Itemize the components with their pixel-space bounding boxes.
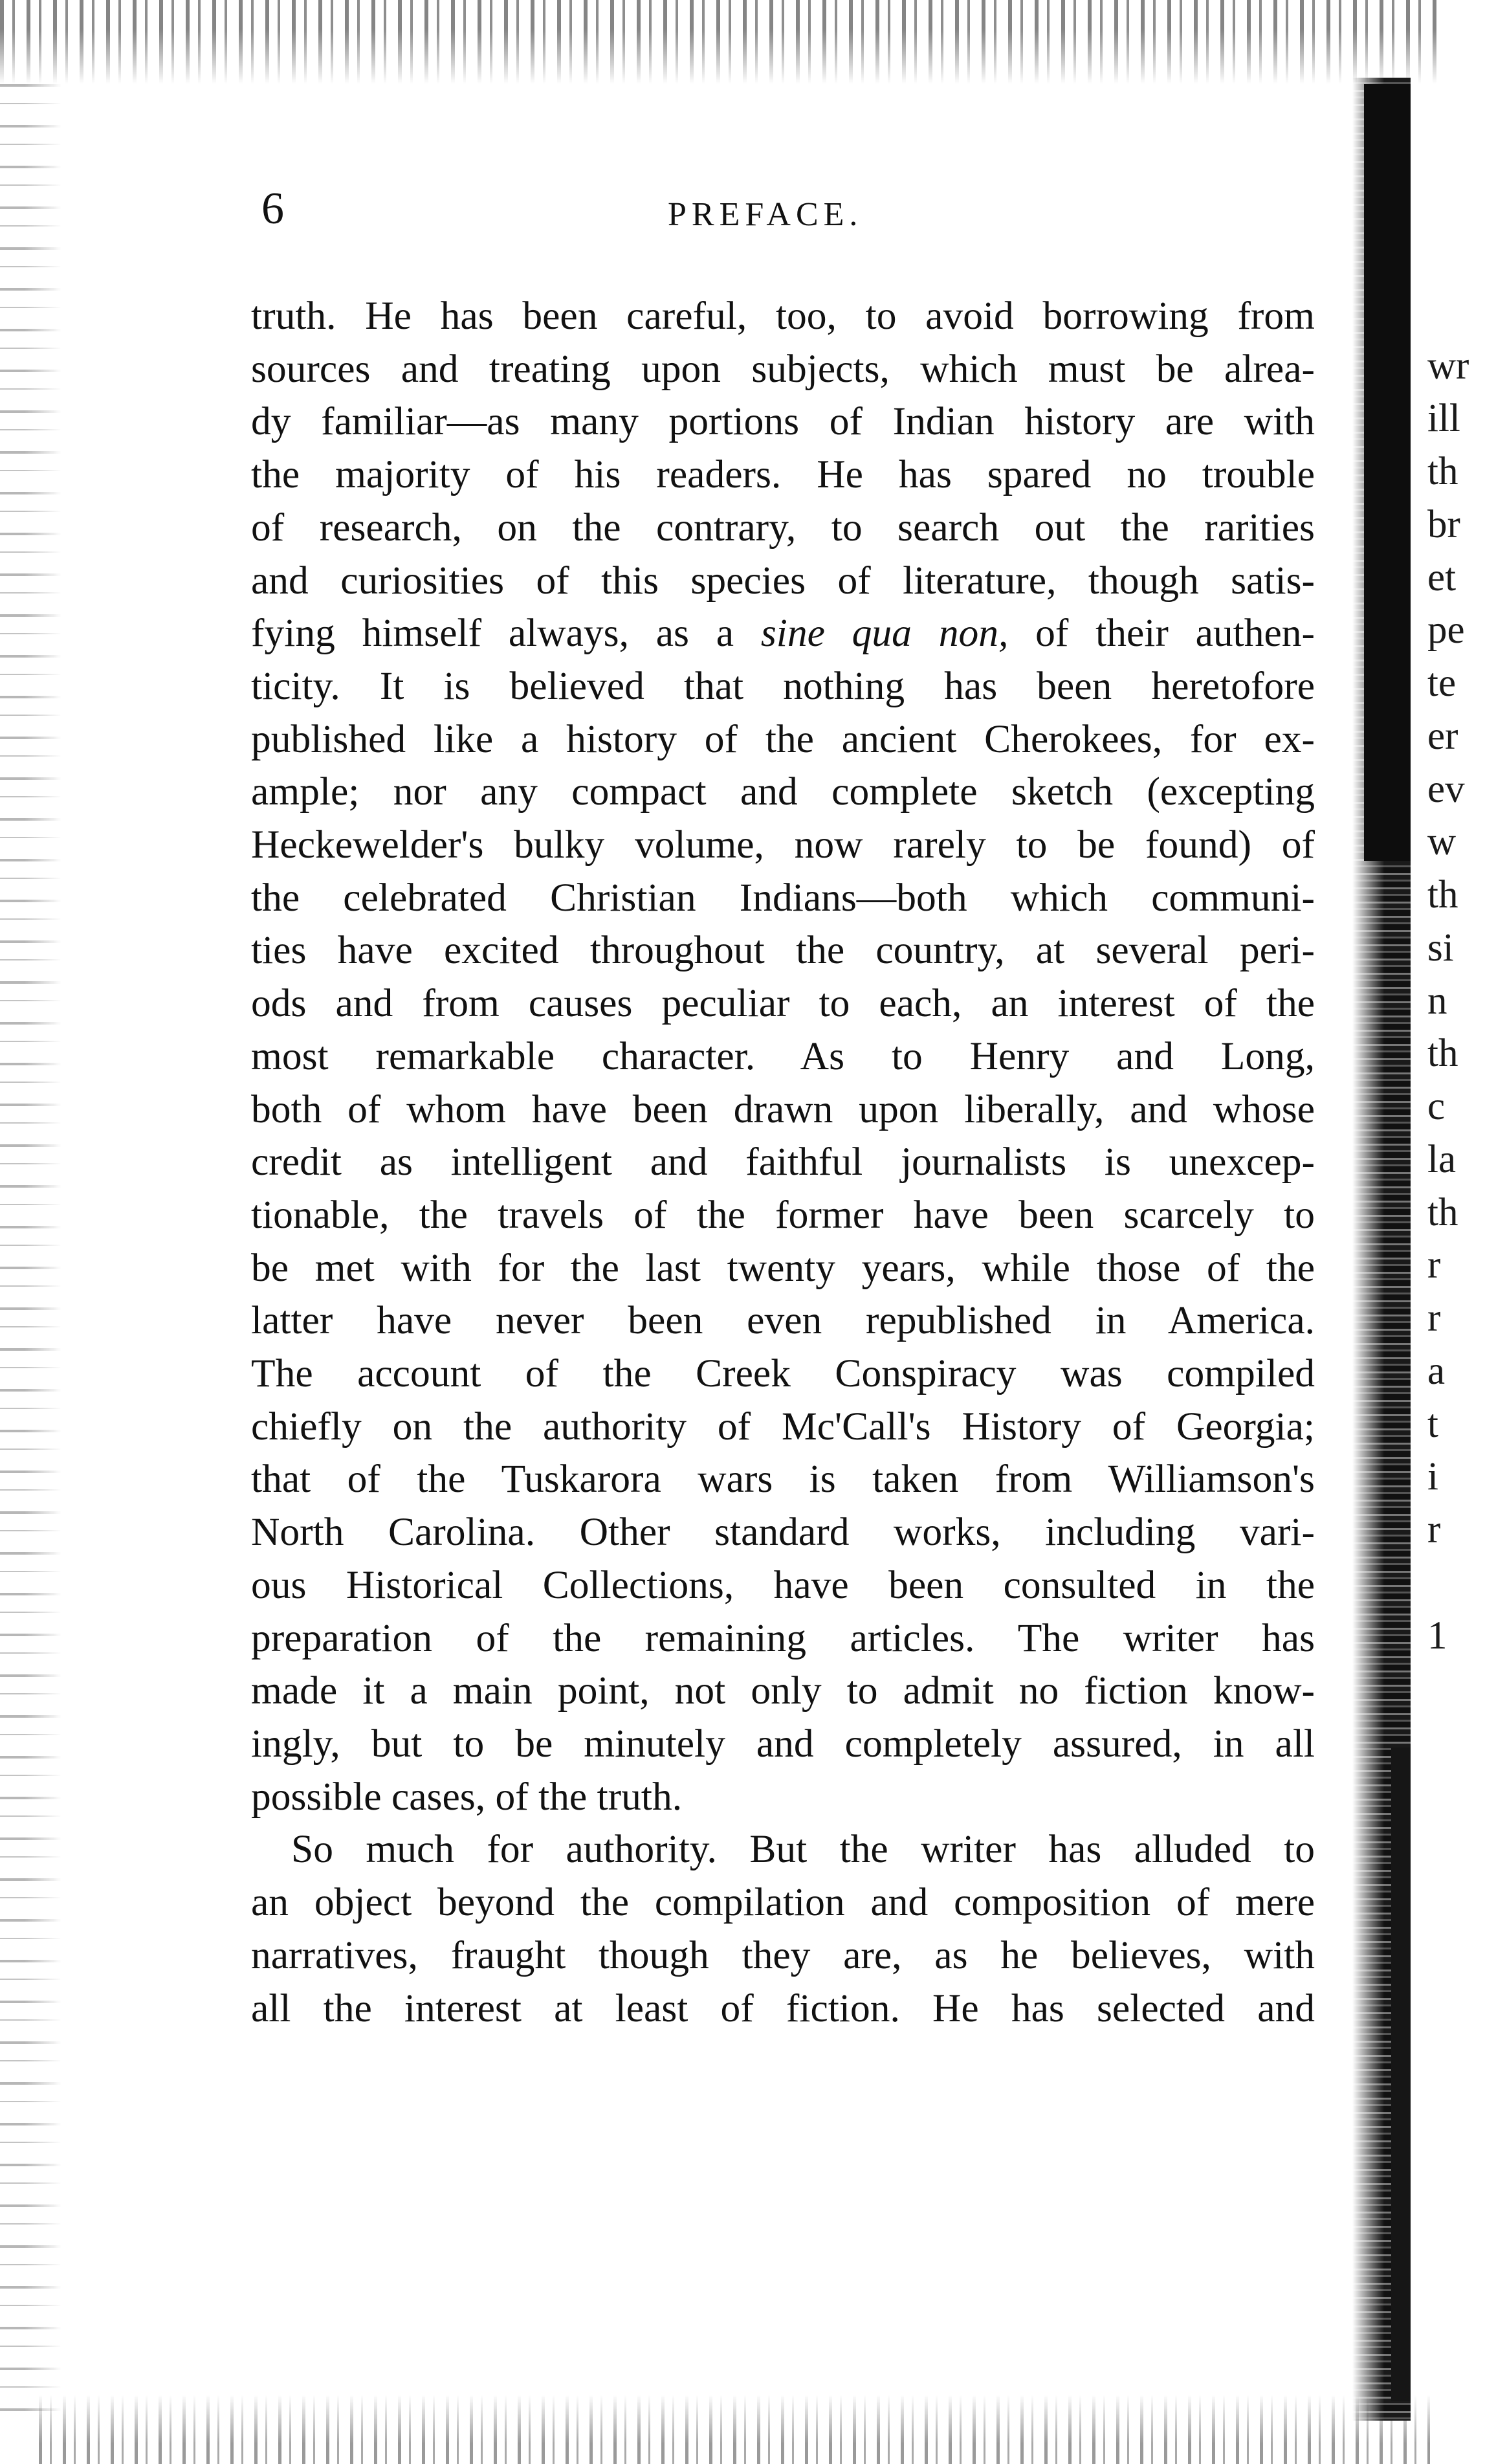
text-line: that of the Tuskarora wars is taken from Williamson's (251, 1457, 1315, 1502)
text-line: So much for authority. But the writer has alluded to (291, 1827, 1315, 1872)
facing-fragment: th (1427, 873, 1458, 916)
facing-page-fragments (1424, 0, 1485, 2464)
text-line: published like a history of the ancient Cherokees, for ex- (251, 716, 1315, 761)
text-line: North Carolina. Other standard works, including vari- (251, 1510, 1315, 1555)
text-line: ingly, but to be minutely and completely assured, in all (251, 1721, 1315, 1766)
facing-fragment: et (1427, 556, 1457, 599)
page-number: 6 (261, 184, 284, 234)
text-line: tionable, the travels of the former have been scarcely to (251, 1192, 1315, 1237)
text-line: narratives, fraught though they are, as he believes, with (251, 1933, 1315, 1977)
facing-fragment: i (1427, 1455, 1438, 1498)
text-line: of research, on the contrary, to search out the rarities (251, 505, 1315, 549)
text-run: fying himself always, as a (251, 611, 761, 656)
scan-top-edge (0, 0, 1443, 84)
facing-fragment: r (1427, 1508, 1441, 1551)
text-line: The account of the Creek Conspiracy was compiled (251, 1351, 1315, 1396)
text-line: the celebrated Christian Indians—both which communi- (251, 875, 1315, 920)
text-line: ous Historical Collections, have been consulted in the (251, 1562, 1315, 1607)
text-line: and curiosities of this species of literature, though satis- (251, 558, 1315, 603)
facing-fragment: th (1427, 450, 1458, 493)
text-line: possible cases, of the truth. (251, 1774, 683, 1819)
running-head: PREFACE. (668, 196, 863, 233)
latin-phrase: sine qua non, (760, 611, 1009, 656)
facing-fragment: ev (1427, 768, 1465, 811)
text-line: ods and from causes peculiar to each, an interest of the (251, 981, 1315, 1026)
facing-fragment: n (1427, 979, 1447, 1023)
text-line: Heckewelder's bulky volume, now rarely to be found) of (251, 823, 1315, 867)
facing-fragment: 1 (1427, 1614, 1447, 1658)
scan-left-edge (0, 84, 61, 2414)
facing-fragment: r (1427, 1243, 1441, 1287)
facing-fragment: er (1427, 715, 1458, 758)
text-line: truth. He has been careful, too, to avoid borrowing from (251, 294, 1315, 338)
text-line: be met with for the last twenty years, while those of the (251, 1245, 1315, 1290)
facing-fragment: r (1427, 1296, 1441, 1340)
facing-fragment: w (1427, 820, 1457, 863)
text-run: of their authen- (1008, 611, 1315, 656)
text-line: latter have never been even republished in America. (251, 1298, 1315, 1343)
text-line: an object beyond the compilation and composition of mere (251, 1880, 1315, 1925)
book-gutter-bar (1364, 84, 1411, 861)
facing-fragment: a (1427, 1349, 1446, 1393)
body-text (251, 290, 1315, 2035)
text-line: dy familiar—as many portions of Indian history are with (251, 399, 1315, 444)
text-line: ample; nor any compact and complete sketch (excepting (251, 770, 1315, 814)
text-line: both of whom have been drawn upon liberally, and whose (251, 1087, 1315, 1131)
book-gutter-bar-lower (1391, 1748, 1411, 2401)
facing-fragment: wr (1427, 344, 1469, 388)
facing-fragment: br (1427, 503, 1460, 546)
facing-fragment: te (1427, 661, 1457, 705)
facing-fragment: th (1427, 1191, 1458, 1234)
facing-fragment: th (1427, 1032, 1458, 1075)
text-line: made it a main point, not only to admit no fiction know- (251, 1669, 1315, 1713)
facing-fragment: si (1427, 926, 1454, 970)
text-line: most remarkable character. As to Henry and Long, (251, 1034, 1315, 1078)
text-line: ticity. It is believed that nothing has been heretofore (251, 663, 1315, 708)
text-line: all the interest at least of fiction. He has selected and (251, 1986, 1315, 2030)
text-line (251, 607, 1315, 660)
text-line: the majority of his readers. He has spared no trouble (251, 452, 1315, 497)
facing-fragment: t (1427, 1403, 1438, 1446)
text-line: sources and treating upon subjects, which must be alrea- (251, 346, 1315, 391)
facing-fragment: c (1427, 1085, 1446, 1128)
text-line: preparation of the remaining articles. The writer has (251, 1615, 1315, 1660)
text-line: chiefly on the authority of Mc'Call's History of Georgia; (251, 1404, 1315, 1448)
text-line: credit as intelligent and faithful journalists is unexcep- (251, 1140, 1315, 1184)
scan-bottom-edge (39, 2395, 1430, 2464)
text-line: ties have excited throughout the country, at several peri- (251, 928, 1315, 973)
facing-fragment: ill (1427, 397, 1460, 440)
facing-fragment: la (1427, 1138, 1457, 1181)
facing-fragment: pe (1427, 608, 1465, 652)
